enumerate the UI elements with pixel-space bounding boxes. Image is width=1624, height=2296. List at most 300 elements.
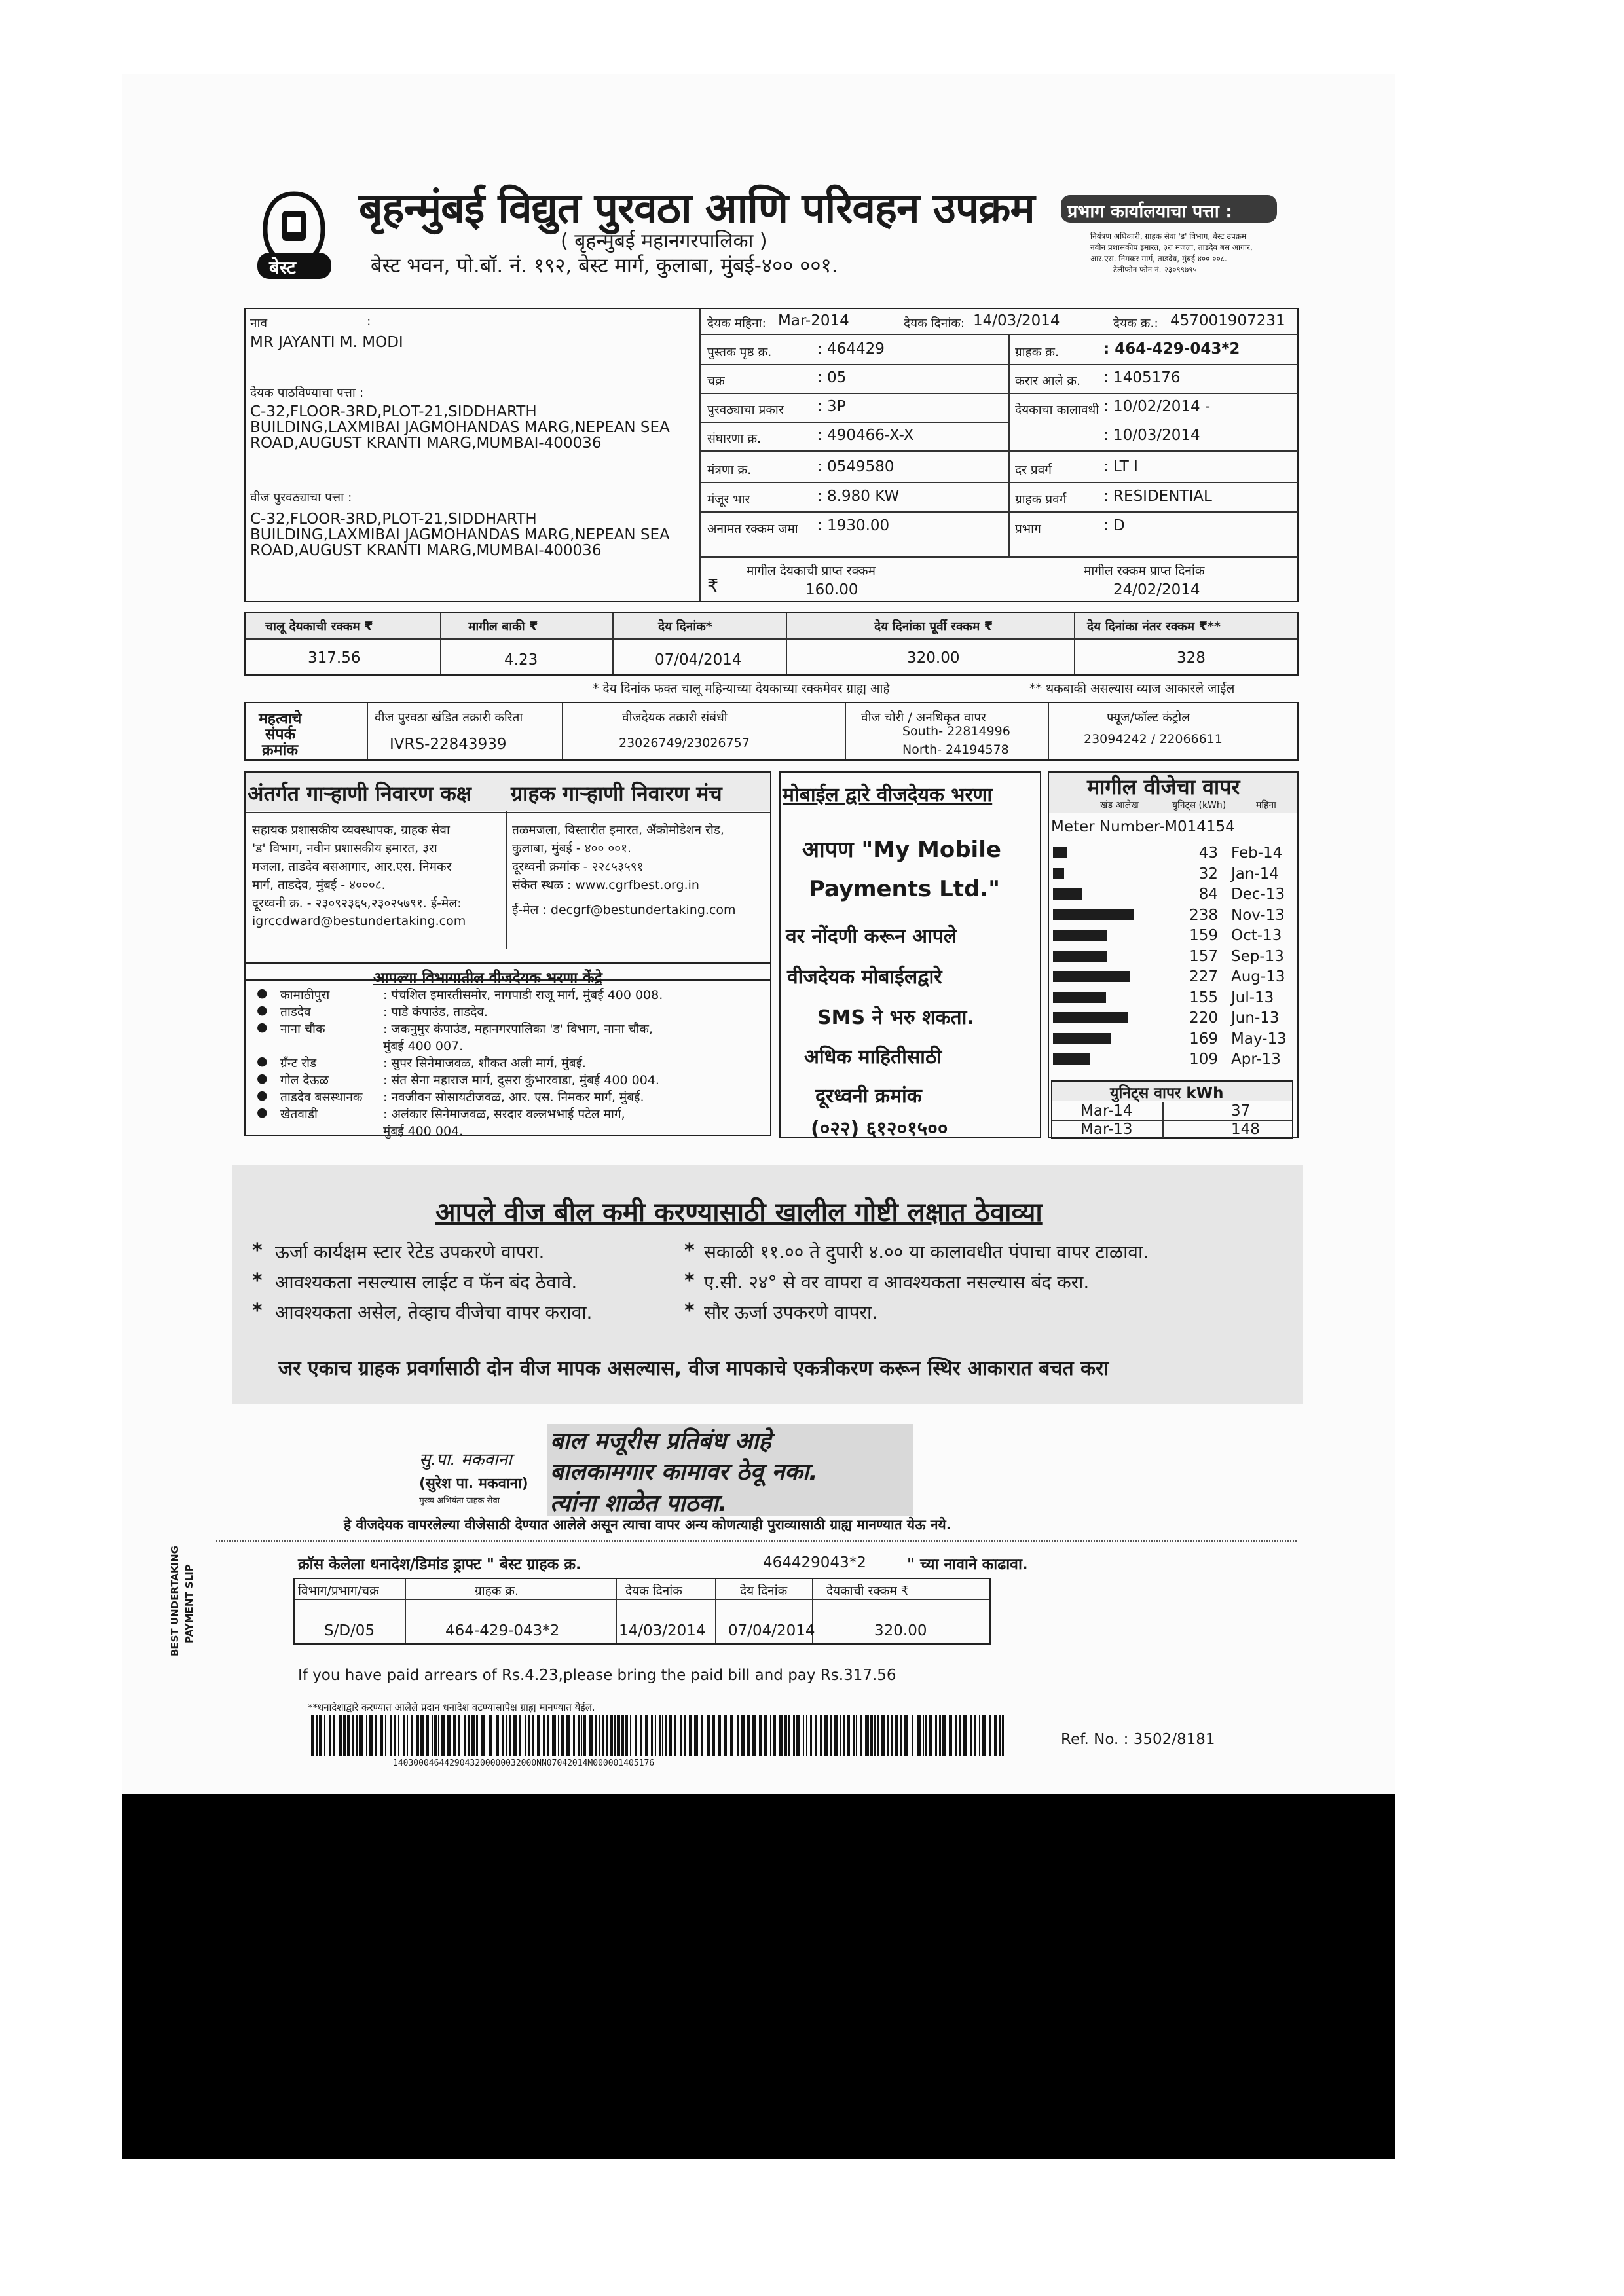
forum-website[interactable]: संकेत स्थळ : www.cgrfbest.org.in <box>512 878 699 892</box>
usage-title: मागील वीजेचा वापर <box>1087 774 1240 799</box>
contact-title: वीज चोरी / अनधिकृत वापर <box>861 710 986 725</box>
barcode-bar <box>718 1715 721 1756</box>
ward-office-line: आर.एस. निमकर मार्ग, ताडदेव, मुंबई ४०० ००८. <box>1090 254 1227 263</box>
mobile-payment-line: SMS ने भरु शकता. <box>817 1006 974 1029</box>
usage-bar-value: 32 <box>1198 865 1218 883</box>
barcode-bar <box>447 1715 451 1756</box>
barcode-bar <box>426 1715 429 1756</box>
dd-customer-number: 464429043*2 <box>763 1554 866 1571</box>
barcode-bar <box>407 1715 408 1756</box>
tip-item: सकाळी ११.०० ते दुपारी ४.०० या कालावधीत पंपाचा वापर टाळावा. <box>704 1241 1149 1263</box>
org-subtitle: ( बृहन्मुंबई महानगरपालिका ) <box>561 230 767 253</box>
barcode-bar <box>764 1715 767 1756</box>
divider <box>440 613 441 674</box>
payment-centre-address: : पंचशिल इमारतीसमोर, नागपाडी राजू मार्ग, मुंबई 400 008. <box>383 988 663 1002</box>
divider <box>1010 393 1298 394</box>
barcode-bar <box>701 1715 703 1756</box>
barcode-bar <box>730 1715 733 1756</box>
forum-email[interactable]: ई-मेल : decgrf@bestundertaking.com <box>512 903 736 917</box>
barcode-bar <box>525 1715 526 1756</box>
barcode-bar <box>747 1715 750 1756</box>
divider <box>701 334 1298 335</box>
payment-centres-title: आपल्या विभागातील वीजदेयक भरणा केंद्रे <box>373 970 602 987</box>
arrears-note: If you have paid arrears of Rs.4.23,please bring the paid bill and pay Rs.317.56 <box>298 1667 896 1684</box>
ward-office-line: नवीन प्रशासकीय इमारत, ३रा मजला, ताडदेव बस आगार, <box>1090 243 1253 252</box>
bill-info-value: : 1930.00 <box>817 517 890 534</box>
forum-line: दूरध्वनी क्रमांक - २२८५३५९१ <box>512 860 644 874</box>
child-labour-line: बाल मजूरीस प्रतिबंध आहे <box>550 1428 771 1455</box>
bill-info-label: प्रभाग <box>1015 522 1041 536</box>
barcode-bar <box>955 1715 957 1756</box>
mobile-payment-line: Payments Ltd." <box>809 876 1000 902</box>
grievance-line: 'ड' विभाग, नवीन प्रशासकीय इमारत, ३रा <box>252 841 437 856</box>
bill-info-value: : 10/03/2014 <box>1103 427 1200 444</box>
usage-bar <box>1053 971 1130 982</box>
barcode-bar <box>877 1715 879 1756</box>
barcode-bar <box>680 1715 682 1756</box>
barcode-bar <box>860 1715 862 1756</box>
bill-info-value: : 0549580 <box>817 458 895 475</box>
barcode-bar <box>840 1715 841 1756</box>
usage-bar <box>1053 951 1107 962</box>
amount-header-due-date: देय दिनांक* <box>658 619 712 634</box>
divider <box>701 556 1298 558</box>
ward-office-line: टेलीफोन फोन नं.-२३०९९७९५ <box>1113 265 1197 274</box>
tip-item: आवश्यकता नसल्यास लाईट व फॅन बंद ठेवावे. <box>275 1271 578 1293</box>
usage-total-value: 37 <box>1231 1102 1251 1120</box>
bill-info-label: मंजूर भार <box>707 492 750 507</box>
usage-bar-month: Sep-13 <box>1231 947 1284 965</box>
barcode-bar <box>865 1715 869 1756</box>
barcode-bar <box>614 1715 616 1756</box>
barcode-bar <box>537 1715 540 1756</box>
barcode-bar <box>547 1715 549 1756</box>
barcode-bar <box>375 1715 377 1756</box>
barcode-bar <box>824 1715 828 1756</box>
barcode-bar <box>712 1715 715 1756</box>
barcode-bar <box>999 1715 1001 1756</box>
barcode-bar <box>942 1715 946 1756</box>
barcode-bar <box>496 1715 499 1756</box>
barcode-bar <box>476 1715 478 1756</box>
barcode-bar <box>489 1715 492 1756</box>
payment-centre-address: मुंबई 400 004. <box>383 1124 464 1139</box>
bill-info-label: पुस्तक पृष्ठ क्र. <box>707 345 772 359</box>
bullet-icon: ● <box>257 1003 268 1017</box>
grievance-line: मजला, ताडदेव बसआगार, आर.एस. निमकर <box>252 860 452 874</box>
barcode-bar <box>543 1715 545 1756</box>
dd-instruction-right: " च्या नावाने काढावा. <box>907 1556 1028 1573</box>
forum-line: तळमजला, विस्तारीत इमारत, ॲकोमोडेशन रोड, <box>512 823 724 837</box>
tips-title: आपले वीज बील कमी करण्यासाठी खालील गोष्टी लक्षात ठेवाव्या <box>435 1197 1043 1228</box>
contacts-label: क्रमांक <box>262 742 299 759</box>
barcode-bar <box>403 1715 405 1756</box>
bill-info-label: ग्राहक प्रवर्ग <box>1015 492 1067 507</box>
barcode-bar <box>917 1715 921 1756</box>
usage-total-month: Mar-14 <box>1080 1102 1133 1120</box>
contact-title: फ्यूज/फॉल्ट कंट्रोल <box>1107 710 1190 725</box>
barcode-bar <box>434 1715 437 1756</box>
barcode-bar <box>411 1715 413 1756</box>
bill-info-label: पुरवठ्याचा प्रकार <box>707 403 784 417</box>
bill-info-label: करार आले क्र. <box>1015 374 1081 388</box>
barcode-bar <box>471 1715 475 1756</box>
divider <box>405 1579 406 1643</box>
barcode-bar <box>707 1715 710 1756</box>
usage-bar-value: 220 <box>1189 1010 1218 1027</box>
tip-bullet: * <box>684 1239 695 1262</box>
barcode-bar <box>912 1715 913 1756</box>
mobile-payment-line: अधिक माहितीसाठी <box>804 1046 942 1068</box>
slip-due-date: 07/04/2014 <box>728 1622 815 1639</box>
barcode-bar <box>453 1715 456 1756</box>
cheque-note: **धनादेशाद्वारे करण्यात आलेले प्रदान धनादेश वटण्यासापेक्ष ग्राह्य मानण्यात येईल. <box>308 1702 595 1713</box>
bullet-icon: ● <box>257 986 268 1000</box>
usage-bar <box>1053 888 1082 900</box>
contact-number: IVRS-22843939 <box>390 736 507 753</box>
barcode-bar <box>513 1715 517 1756</box>
divider <box>246 638 1297 640</box>
slip-side-label: PAYMENT SLIP <box>183 1564 195 1643</box>
ward-office-box <box>1061 195 1277 287</box>
tip-item: आवश्यकता असेल, तेव्हाच वीजेचा वापर करावा. <box>275 1302 593 1323</box>
slip-customer-number: 464-429-043*2 <box>445 1622 560 1639</box>
barcode-bar <box>333 1715 335 1756</box>
barcode-bar <box>645 1715 648 1756</box>
barcode-bar <box>347 1715 350 1756</box>
bill-info-value: : 3P <box>817 398 846 415</box>
logo-text: बेस्ट <box>269 257 296 278</box>
usage-sub-month: महिना <box>1256 800 1276 811</box>
barcode-bar <box>847 1715 850 1756</box>
last-paid-date-label: मागील रक्कम प्राप्त दिनांक <box>1084 564 1205 578</box>
bullet-icon: ● <box>257 1054 268 1068</box>
barcode-bar <box>356 1715 358 1756</box>
barcode-bar <box>881 1715 885 1756</box>
barcode-number: 1403000464429043200000032000NN07042014M000001405176 <box>393 1758 655 1768</box>
divider <box>1048 703 1049 759</box>
contact-title: वीज पुरवठा खंडित तक्रारी करिता <box>375 710 523 725</box>
barcode-bar <box>352 1715 354 1756</box>
slip-header: देय दिनांक <box>740 1584 788 1598</box>
payment-centre-address: मुंबई 400 007. <box>383 1039 464 1053</box>
barcode-bar <box>630 1715 631 1756</box>
amount-header-after: देय दिनांका नंतर रक्कम ₹** <box>1087 619 1221 634</box>
divider <box>1010 364 1298 365</box>
divider <box>1010 482 1298 483</box>
payment-centre-name: नाना चौक <box>280 1022 325 1036</box>
payment-centre-address: : अलंकार सिनेमाजवळ, सरदार वल्लभभाई पटेल मार्ग, <box>383 1107 625 1121</box>
supply-address-label: वीज पुरवठ्याचा पत्ता : <box>250 490 352 505</box>
billing-address-line: BUILDING,LAXMIBAI JAGMOHANDAS MARG,NEPEAN SEA <box>250 419 670 436</box>
barcode-bar <box>366 1715 367 1756</box>
divider <box>701 450 1008 452</box>
billing-address-line: ROAD,AUGUST KRANTI MARG,MUMBAI-400036 <box>250 435 602 452</box>
dd-instruction-left: क्रॉस केलेला धनादेश/डिमांड ड्राफ्ट " बेस्ट ग्राहक क्र. <box>298 1556 581 1573</box>
slip-side-label: BEST UNDERTAKING <box>169 1546 181 1656</box>
usage-bar-month: Jan-14 <box>1231 865 1280 883</box>
barcode-bar <box>887 1715 889 1756</box>
divider <box>701 482 1008 483</box>
barcode-bar <box>441 1715 445 1756</box>
divider <box>1010 450 1298 452</box>
contact-number: 23026749/23026757 <box>619 736 750 750</box>
barcode-bar <box>900 1715 902 1756</box>
barcode-bar <box>929 1715 932 1756</box>
barcode-bar <box>870 1715 873 1756</box>
barcode-bar <box>684 1715 686 1756</box>
forum-title: ग्राहक गाऱ्हाणी निवारण मंच <box>511 781 722 806</box>
usage-bar-month: Apr-13 <box>1231 1051 1281 1068</box>
redaction-block <box>122 1794 1395 2159</box>
usage-bar-month: Feb-14 <box>1231 845 1283 862</box>
barcode-bar <box>394 1715 396 1756</box>
barcode-bar <box>339 1715 342 1756</box>
barcode-bar <box>939 1715 941 1756</box>
usage-bar-value: 159 <box>1189 927 1218 944</box>
forum-line: कुलाबा, मुंबई - ४०० ००१. <box>512 841 632 856</box>
signatory-name: (सुरेश पा. मकवाना) <box>419 1476 528 1492</box>
bill-info-value: : D <box>1103 517 1125 534</box>
bill-number-label: देयक क्र.: <box>1113 316 1158 331</box>
barcode-bar <box>1002 1715 1004 1756</box>
bullet-icon: ● <box>257 1088 268 1102</box>
divider <box>786 613 787 674</box>
tip-bullet: * <box>684 1269 695 1292</box>
due-date: 07/04/2014 <box>655 651 742 668</box>
signature: सु.पा. मकवाना <box>419 1450 512 1470</box>
barcode-bar <box>385 1715 386 1756</box>
disclaimer: हे वीजदेयक वापरलेल्या वीजेसाठी देण्यात आलेले असून त्याचा वापर अन्य कोणत्याही पुराव्यासाठी ग्राह्य मानण्यात येऊ नये. <box>344 1517 951 1533</box>
barcode-bar <box>621 1715 624 1756</box>
customer-name: MR JAYANTI M. MODI <box>250 334 403 351</box>
usage-bar-value: 238 <box>1189 906 1218 924</box>
bill-month: Mar-2014 <box>778 312 849 329</box>
barcode-bar <box>979 1715 980 1756</box>
grievance-title: अंतर्गत गाऱ्हाणी निवारण कक्ष <box>248 781 471 806</box>
barcode-bar <box>959 1715 961 1756</box>
barcode-bar <box>793 1715 795 1756</box>
billing-address-line: C-32,FLOOR-3RD,PLOT-21,SIDDHARTH <box>250 403 537 420</box>
mobile-payment-line: दूरध्वनी क्रमांक <box>815 1085 922 1108</box>
barcode-bar <box>380 1715 383 1756</box>
barcode-bar <box>895 1715 898 1756</box>
barcode-bar <box>989 1715 991 1756</box>
barcode-bar <box>595 1715 597 1756</box>
barcode-bar <box>506 1715 507 1756</box>
barcode-bar <box>566 1715 570 1756</box>
bill-info-value: : RESIDENTIAL <box>1103 488 1212 505</box>
billing-address-label: देयक पाठविण्याचा पत्ता : <box>250 386 364 400</box>
barcode-bar <box>752 1715 756 1756</box>
bill-number: 457001907231 <box>1170 312 1285 329</box>
barcode-bar <box>532 1715 534 1756</box>
mobile-payment-line: वर नोंदणी करून आपले <box>786 925 957 948</box>
barcode-bar <box>458 1715 460 1756</box>
barcode-bar <box>874 1715 876 1756</box>
barcode-bar <box>606 1715 608 1756</box>
usage-bar-month: Nov-13 <box>1231 906 1285 924</box>
child-labour-line: बालकामगार कामावर ठेवू नका. <box>550 1459 818 1485</box>
barcode-bar <box>779 1715 783 1756</box>
barcode-bar <box>558 1715 559 1756</box>
payment-centre-name: खेतवाडी <box>280 1107 318 1121</box>
barcode-bar <box>970 1715 972 1756</box>
amount-header-before: देय दिनांका पूर्वी रक्कम ₹ <box>874 619 993 634</box>
barcode-bar <box>319 1715 322 1756</box>
amount-before-due: 320.00 <box>907 649 960 666</box>
barcode-bar <box>925 1715 927 1756</box>
barcode-bar <box>420 1715 424 1756</box>
barcode-bar <box>982 1715 986 1756</box>
due-date-note: * देय दिनांक फक्त चालू महिन्याच्या देयकाच्या रक्कमेवर ग्राह्य आहे <box>593 682 890 696</box>
divider <box>612 613 614 674</box>
payment-centre-address: : सुपर सिनेमाजवळ, शौकत अली मार्ग, मुंबई. <box>383 1056 586 1070</box>
current-bill-amount: 317.56 <box>308 649 361 666</box>
bill-date-label: देयक दिनांक: <box>904 316 965 331</box>
barcode-bar <box>770 1715 771 1756</box>
contact-number: North- 24194578 <box>902 742 1009 757</box>
org-name: बृहन्मुंबई विद्युत पुरवठा आणि परिवहन उपक्रम <box>359 185 1035 233</box>
grievance-line: दूरध्वनी क्र. - २३०९२३६५,२३०२५७९१. ई-मेल: <box>252 896 462 911</box>
meter-number: Meter Number-M014154 <box>1051 818 1235 835</box>
usage-bar-month: May-13 <box>1231 1030 1287 1048</box>
usage-bar-value: 43 <box>1198 845 1218 862</box>
divider <box>1010 511 1298 513</box>
bill-info-label: अनामत रक्कम जमा <box>707 522 798 536</box>
bill-info-value: : 05 <box>817 369 847 386</box>
bill-info-label: संघारणा क्र. <box>707 431 762 446</box>
usage-total-value: 148 <box>1231 1121 1260 1138</box>
usage-totals-title: युनिट्स वापर kWh <box>1110 1085 1224 1102</box>
org-address: बेस्ट भवन, पो.बॉ. नं. १९२, बेस्ट मार्ग, कुलाबा, मुंबई-४०० ००१. <box>371 254 838 278</box>
payment-centre-name: ग्रँन्ट रोड <box>280 1056 317 1070</box>
barcode-bar <box>438 1715 439 1756</box>
barcode-bar <box>578 1715 580 1756</box>
usage-bar-month: Dec-13 <box>1231 886 1285 903</box>
slip-header: विभाग/प्रभाग/चक्र <box>298 1584 379 1598</box>
amount-after-due: 328 <box>1177 649 1206 666</box>
grievance-email[interactable]: igrccdward@bestundertaking.com <box>252 914 466 928</box>
barcode-bar <box>581 1715 582 1756</box>
barcode-bar <box>659 1715 661 1756</box>
bill-info-label: मंत्रणा क्र. <box>707 463 752 477</box>
divider <box>845 703 846 759</box>
bill-month-label: देयक महिना: <box>707 316 766 331</box>
barcode-bar <box>891 1715 893 1756</box>
grievance-line: मार्ग, ताडदेव, मुंबई - ४०००८. <box>252 878 386 892</box>
best-logo <box>253 190 335 282</box>
reference-number: Ref. No. : 3502/8181 <box>1061 1731 1215 1748</box>
barcode-bar <box>416 1715 419 1756</box>
slip-header: देयक दिनांक <box>625 1584 682 1598</box>
bill-info-value: : 8.980 KW <box>817 488 900 505</box>
barcode-bar <box>935 1715 937 1756</box>
barcode-bar <box>810 1715 812 1756</box>
tip-bullet: * <box>684 1300 695 1322</box>
amount-header-current: चालू देयकाची रक्कम ₹ <box>265 619 373 634</box>
tip-item: सौर ऊर्जा उपकरणे वापरा. <box>704 1302 878 1323</box>
divider <box>562 703 563 759</box>
bullet-icon: ● <box>257 1020 268 1034</box>
barcode-bar <box>820 1715 822 1756</box>
usage-bar <box>1053 1053 1090 1065</box>
bill-info-label: देयकाचा कालावधी <box>1015 403 1099 417</box>
barcode-bar <box>324 1715 325 1756</box>
barcode-bar <box>853 1715 855 1756</box>
supply-address-line: BUILDING,LAXMIBAI JAGMOHANDAS MARG,NEPEAN SEA <box>250 526 670 543</box>
bill-info-value: : LT I <box>1103 458 1138 475</box>
child-labour-line: त्यांना शाळेत पाठवा. <box>550 1490 728 1517</box>
barcode-bar <box>343 1715 346 1756</box>
slip-header: ग्राहक क्र. <box>475 1584 519 1598</box>
barcode-bar <box>737 1715 739 1756</box>
contact-number: 23094242 / 22066611 <box>1084 732 1223 746</box>
barcode-bar <box>856 1715 857 1756</box>
supply-address-line: C-32,FLOOR-3RD,PLOT-21,SIDDHARTH <box>250 511 537 528</box>
payment-centre-name: कामाठीपुरा <box>280 988 330 1002</box>
barcode-bar <box>625 1715 628 1756</box>
bill-date: 14/03/2014 <box>973 312 1060 329</box>
last-paid-date: 24/02/2014 <box>1113 581 1200 598</box>
barcode-bar <box>583 1715 586 1756</box>
usage-bar-value: 227 <box>1189 968 1218 985</box>
bill-info-value: : 464429 <box>817 340 885 357</box>
payment-centre-address: : जकनुमुर कंपाउंड, महानगरपालिका 'ड' विभाग, नाना चौक, <box>383 1022 654 1036</box>
barcode-bar <box>481 1715 485 1756</box>
barcode-bar <box>694 1715 698 1756</box>
divider <box>701 422 1008 423</box>
usage-bar-value: 157 <box>1189 947 1218 965</box>
barcode-bar <box>904 1715 908 1756</box>
payment-centre-address: : पाडे कंपाउंड, ताडदेव. <box>383 1005 488 1019</box>
contact-number: South- 22814996 <box>902 724 1010 738</box>
usage-bar <box>1053 1033 1111 1044</box>
divider <box>246 812 770 813</box>
tips-footer: जर एकाच ग्राहक प्रवर्गासाठी दोन वीज मापक असल्यास, वीज मापकाचे एकत्रीकरण करून स्थिर आकारात बचत करा <box>278 1357 1109 1380</box>
name-label: नाव <box>250 316 268 331</box>
barcode-bar <box>329 1715 331 1756</box>
payment-centre-name: गोल देऊळ <box>280 1073 329 1087</box>
mobile-payment-title: मोबाईल द्वारे वीजदेयक भरणा <box>783 784 993 807</box>
barcode-bar <box>398 1715 399 1756</box>
barcode-bar <box>651 1715 653 1756</box>
barcode-bar <box>464 1715 466 1756</box>
barcode-bar <box>509 1715 511 1756</box>
amount-header-arrears: मागील बाकी ₹ <box>468 619 538 634</box>
barcode-bar <box>468 1715 470 1756</box>
barcode-bar <box>815 1715 817 1756</box>
usage-bar <box>1053 992 1106 1003</box>
barcode-bar <box>773 1715 776 1756</box>
usage-bar <box>1053 847 1067 858</box>
supply-address-line: ROAD,AUGUST KRANTI MARG,MUMBAI-400036 <box>250 542 602 559</box>
barcode-bar <box>834 1715 838 1756</box>
barcode-bar <box>635 1715 637 1756</box>
barcode-bar <box>655 1715 656 1756</box>
barcode-bar <box>949 1715 952 1756</box>
barcode-bar <box>573 1715 575 1756</box>
usage-bar-value: 155 <box>1189 989 1218 1006</box>
label-colon: : <box>367 314 371 329</box>
slip-amount: 320.00 <box>874 1622 927 1639</box>
barcode-bar <box>561 1715 564 1756</box>
barcode-bar <box>669 1715 672 1756</box>
barcode-bar <box>724 1715 727 1756</box>
divider <box>715 1579 716 1643</box>
signatory-designation: मुख्य अभियंता ग्राहक सेवा <box>419 1496 500 1506</box>
usage-sub-units: युनिट्स (kWh) <box>1172 800 1227 811</box>
